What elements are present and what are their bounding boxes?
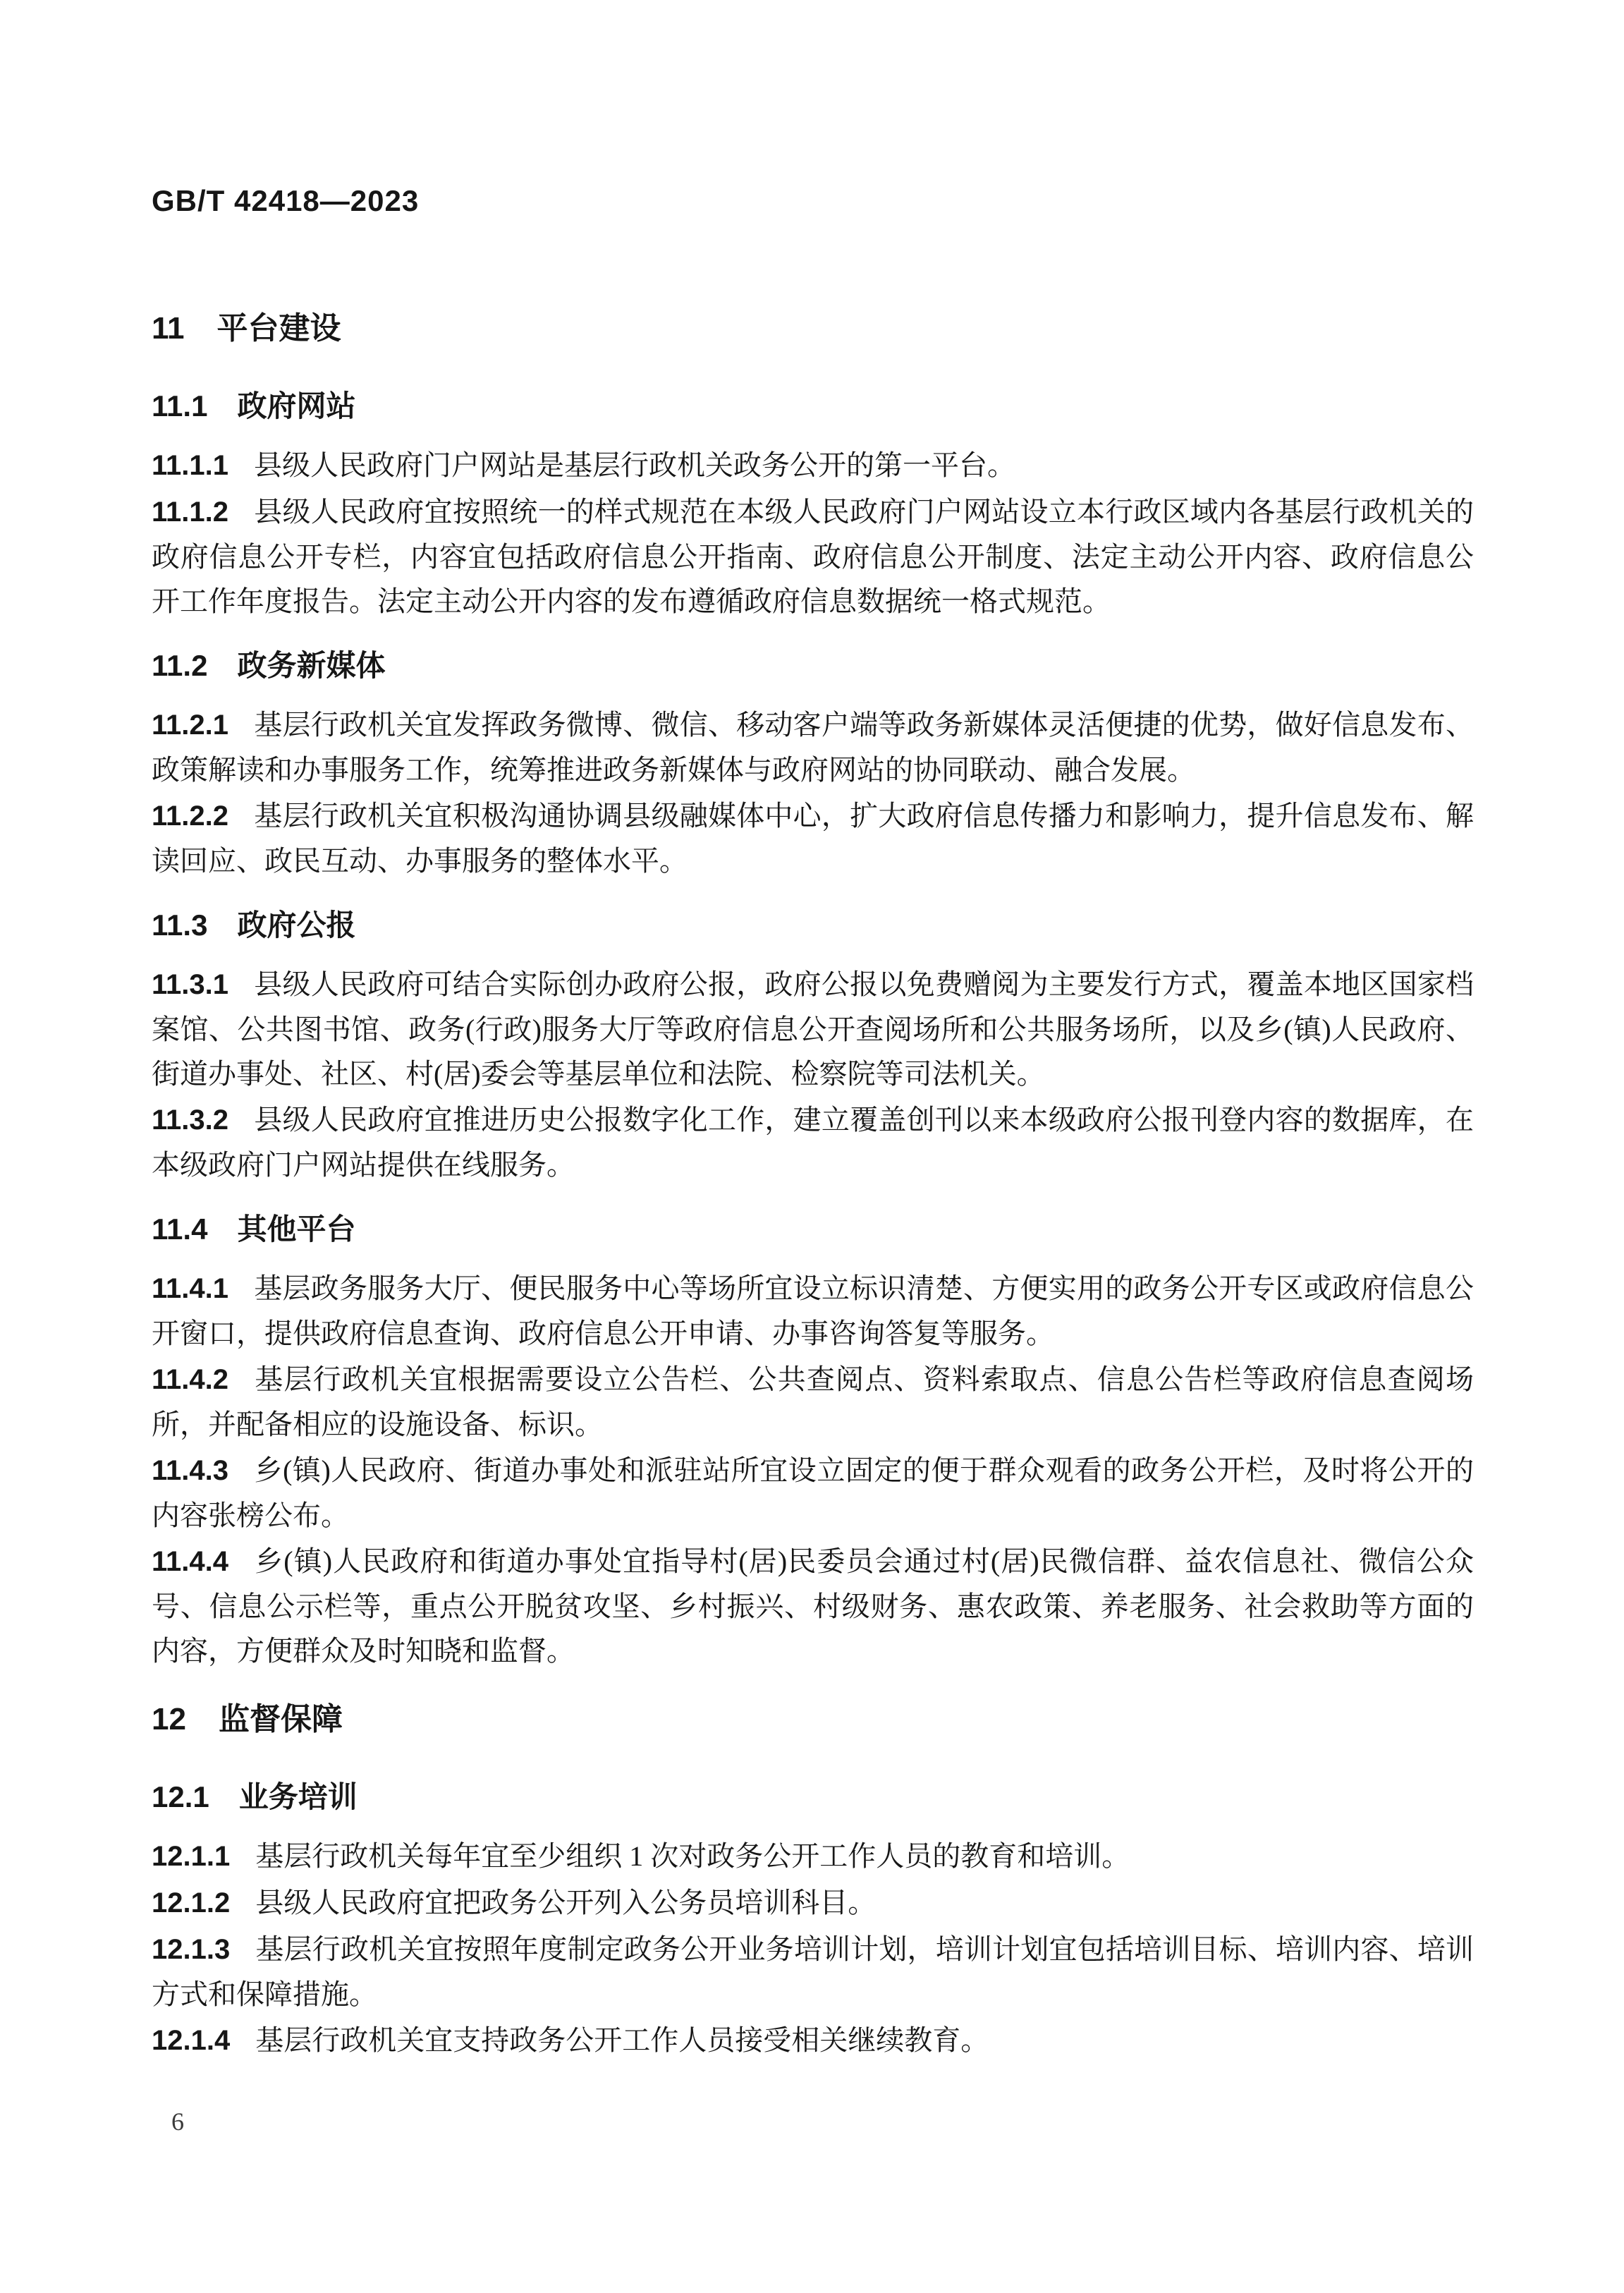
clause-number: 11.3.2 (152, 1105, 229, 1136)
clause-number: 11.1.1 (152, 450, 229, 481)
clause-text: 基层政务服务大厅、便民服务中心等场所宜设立标识清楚、方便实用的政务公开专区或政府信息公开窗口，提供政府信息查询、政府信息公开申请、办事咨询答复等服务。 (152, 1272, 1474, 1349)
clause-number: 11.4.1 (152, 1273, 229, 1304)
standard-code: GB/T 42418—2023 (152, 184, 420, 217)
section-number: 12.1 (152, 1780, 209, 1813)
clause-number: 11.2.2 (152, 801, 229, 832)
section-title: 政务新媒体 (237, 649, 386, 682)
section-number: 11.3 (152, 908, 208, 942)
section-heading-11-4 (152, 1208, 1474, 1251)
clause-11-4-3 (152, 1448, 1474, 1538)
chapter-number: 11 (152, 311, 185, 346)
clause-text: 基层行政机关宜支持政务公开工作人员接受相关继续教育。 (255, 2024, 989, 2056)
clause-11-4-4 (152, 1539, 1474, 1673)
clause-12-1-1 (152, 1834, 1474, 1879)
page-number: 6 (171, 2108, 184, 2136)
clause-text: 县级人民政府宜把政务公开列入公务员培训科目。 (255, 1887, 877, 1918)
section-title: 政府公报 (237, 908, 356, 942)
clause-text: 乡(镇)人民政府和街道办事处宜指导村(居)民委员会通过村(居)民微信群、益农信息社、微信公众号、信息公示栏等，重点公开脱贫攻坚、乡村振兴、村级财务、惠农政策、养老服务、社会救助等方面的内容，方便群众及时知晓和监督。 (152, 1545, 1474, 1667)
clause-number: 11.4.3 (152, 1455, 229, 1486)
chapter-title: 监督保障 (218, 1702, 343, 1737)
clause-text: 基层行政机关每年宜至少组织 1 次对政务公开工作人员的教育和培训。 (255, 1840, 1130, 1872)
clause-number: 11.2.1 (152, 710, 229, 741)
clause-11-1-1 (152, 443, 1474, 488)
clause-12-1-2 (152, 1880, 1474, 1926)
clause-11-2-2 (152, 793, 1474, 883)
clause-number: 12.1.3 (152, 1934, 231, 1965)
section-heading-11-1 (152, 385, 1474, 427)
clause-text: 县级人民政府宜按照统一的样式规范在本级人民政府门户网站设立本行政区域内各基层行政机关的政府信息公开专栏，内容宜包括政府信息公开指南、政府信息公开制度、法定主动公开内容、政府信息公开工作年度报告。法定主动公开内容的发布遵循政府信息数据统一格式规范。 (152, 496, 1474, 617)
clause-number: 11.1.2 (152, 497, 229, 528)
section-number: 11.4 (152, 1212, 208, 1246)
clause-number: 12.1.4 (152, 2025, 231, 2056)
chapter-heading-12 (152, 1697, 1474, 1742)
clause-11-1-2 (152, 489, 1474, 624)
clause-text: 县级人民政府宜推进历史公报数字化工作，建立覆盖创刊以来本级政府公报刊登内容的数据库，在本级政府门户网站提供在线服务。 (152, 1104, 1474, 1181)
clause-12-1-3 (152, 1927, 1474, 2017)
clause-text: 县级人民政府门户网站是基层行政机关政务公开的第一平台。 (254, 449, 1016, 481)
clause-text: 基层行政机关宜发挥政务微博、微信、移动客户端等政务新媒体灵活便捷的优势，做好信息发布、政策解读和办事服务工作，统筹推进政务新媒体与政府网站的协同联动、融合发展。 (152, 709, 1474, 786)
clause-text: 乡(镇)人民政府、街道办事处和派驻站所宜设立固定的便于群众观看的政务公开栏，及时将公开的内容张榜公布。 (152, 1454, 1474, 1531)
clause-11-3-1 (152, 962, 1474, 1096)
clause-text: 县级人民政府可结合实际创办政府公报，政府公报以免费赠阅为主要发行方式，覆盖本地区国家档案馆、公共图书馆、政务(行政)服务大厅等政府信息公开查阅场所和公共服务场所，以及乡(镇)人民政府、街道办事处、社区、村(居)委会等基层单位和法院、检察院等司法机关。 (152, 968, 1474, 1090)
clause-text: 基层行政机关宜按照年度制定政务公开业务培训计划，培训计划宜包括培训目标、培训内容、培训方式和保障措施。 (152, 1933, 1474, 2010)
clause-11-4-2 (152, 1357, 1474, 1447)
clause-number: 11.4.2 (152, 1364, 229, 1395)
clause-number: 12.1.2 (152, 1887, 231, 1918)
chapter-number: 12 (152, 1702, 186, 1737)
chapter-title: 平台建设 (216, 311, 341, 346)
section-heading-11-3 (152, 904, 1474, 947)
section-title: 其他平台 (237, 1212, 356, 1246)
section-title: 业务培训 (238, 1780, 358, 1813)
clause-text: 基层行政机关宜积极沟通协调县级融媒体中心，扩大政府信息传播力和影响力，提升信息发布、解读回应、政民互动、办事服务的整体水平。 (152, 800, 1474, 877)
clause-number: 11.3.1 (152, 969, 229, 1000)
section-number: 11.2 (152, 649, 208, 682)
clause-11-2-1 (152, 703, 1474, 792)
section-number: 11.1 (152, 389, 208, 422)
clause-12-1-4 (152, 2018, 1474, 2063)
section-title: 政府网站 (237, 389, 356, 422)
clause-11-3-2 (152, 1097, 1474, 1187)
clause-number: 11.4.4 (152, 1546, 229, 1577)
section-heading-11-2 (152, 645, 1474, 687)
clause-text: 基层行政机关宜根据需要设立公告栏、公共查阅点、资料索取点、信息公告栏等政府信息查阅场所，并配备相应的设施设备、标识。 (152, 1363, 1474, 1440)
clause-11-4-1 (152, 1266, 1474, 1356)
clause-number: 12.1.1 (152, 1841, 231, 1872)
section-heading-12-1 (152, 1776, 1474, 1818)
chapter-heading-11 (152, 306, 1474, 351)
